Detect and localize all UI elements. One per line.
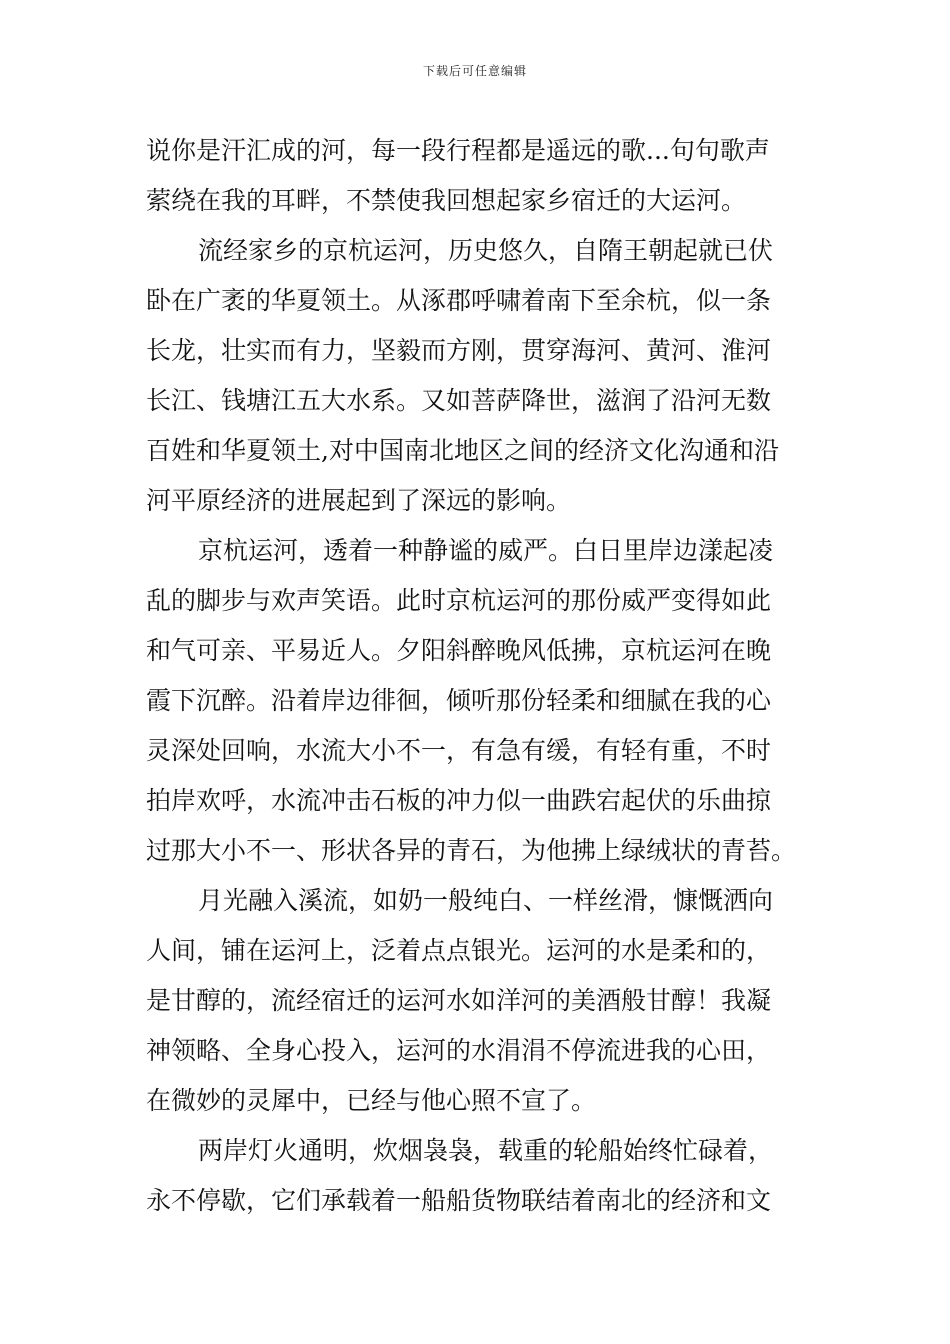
text-line: 萦绕在我的耳畔，不禁使我回想起家乡宿迁的大运河。 [146, 186, 747, 215]
text-line: 两岸灯火通明，炊烟袅袅，载重的轮船始终忙碌着， [198, 1136, 774, 1165]
page-header: 下载后可任意编辑 [422, 64, 527, 78]
text-line: 霞下沉醉。沿着岸边徘徊，倾听那份轻柔和细腻在我的心 [146, 686, 772, 715]
text-line: 月光融入溪流，如奶一般纯白、一样丝滑，慷慨洒向 [198, 886, 774, 915]
body-text [146, 126, 808, 1226]
text-line: 京杭运河，透着一种静谧的威严。白日里岸边漾起凌 [198, 536, 774, 565]
text-line: 说你是汗汇成的河，每一段行程都是遥远的歌...句句歌声 [146, 136, 770, 165]
text-line: 永不停歇，它们承载着一船船货物联结着南北的经济和文 [146, 1186, 772, 1215]
text-line: 灵深处回响，水流大小不一，有急有缓，有轻有重，不时 [146, 736, 772, 765]
text-line: 人间，铺在运河上，泛着点点银光。运河的水是柔和的， [146, 936, 772, 965]
text-line: 拍岸欢呼，水流冲击石板的冲力似一曲跌宕起伏的乐曲掠 [146, 786, 772, 815]
text-line: 过那大小不一、形状各异的青石，为他拂上绿绒状的青苔。 [146, 836, 797, 865]
text-line: 河平原经济的进展起到了深远的影响。 [146, 486, 572, 515]
text-line: 流经家乡的京杭运河，历史悠久，自隋王朝起就已伏 [198, 236, 774, 265]
text-line: 神领略、全身心投入，运河的水涓涓不停流进我的心田， [146, 1036, 772, 1065]
text-line: 长江、钱塘江五大水系。又如菩萨降世，滋润了沿河无数 [146, 386, 772, 415]
text-line: 卧在广袤的华夏领土。从涿郡呼啸着南下至余杭，似一条 [146, 286, 772, 315]
text-line: 和气可亲、平易近人。夕阳斜醉晚风低拂，京杭运河在晚 [146, 636, 772, 665]
text-line: 是甘醇的，流经宿迁的运河水如洋河的美酒般甘醇！我凝 [146, 986, 772, 1015]
text-line: 长龙，壮实而有力，坚毅而方刚，贯穿海河、黄河、淮河 [146, 336, 772, 365]
text-line: 百姓和华夏领土,对中国南北地区之间的经济文化沟通和沿 [146, 436, 779, 465]
text-line: 乱的脚步与欢声笑语。此时京杭运河的那份威严变得如此 [146, 586, 772, 615]
text-line: 在微妙的灵犀中，已经与他心照不宣了。 [146, 1086, 597, 1115]
